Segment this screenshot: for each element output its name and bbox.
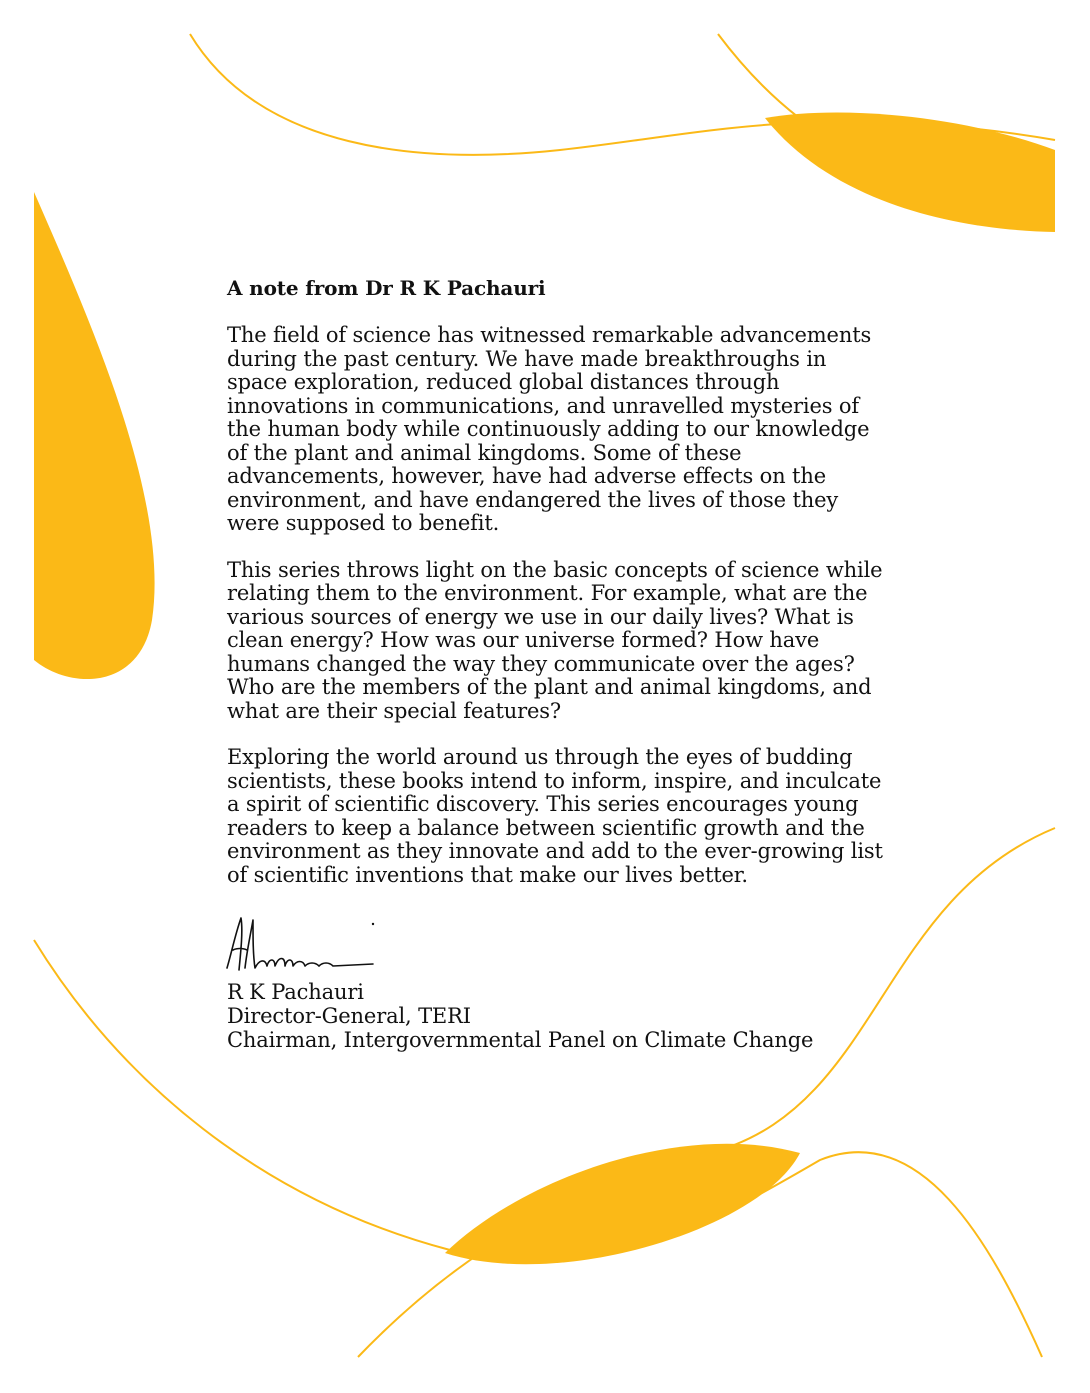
note-title: A note from Dr R K Pachauri bbox=[227, 276, 546, 300]
signatory-position: Director-General, TERI bbox=[227, 1004, 471, 1028]
signatory-name: R K Pachauri bbox=[227, 980, 364, 1004]
signatory-role: Chairman, Intergovernmental Panel on Climate Change bbox=[227, 1028, 814, 1052]
top-right-leaf-shape bbox=[765, 113, 1055, 232]
signature-block bbox=[227, 980, 887, 1052]
left-leaf-shape bbox=[34, 192, 155, 679]
paragraph-1: The field of science has witnessed remarkable advancements during the past century. We have made breakthroughs in space exploration, reduced global distances through innovations in communications, and unravelled mysteries of the human body while continuously adding to our knowledge of the plant and animal kingdoms. Some of these advancements, however, have had adverse effects on the environment, and have endangered the lives of those they were supposed to benefit. bbox=[227, 323, 872, 535]
handwritten-signature bbox=[223, 910, 383, 978]
paragraph-2: This series throws light on the basic concepts of science while relating them to the environment. For example, what are the various sources of energy we use in our daily lives? What is clean energy? How was our universe formed? How have humans changed the way they communicate over the ages? Who are the members of the plant and animal kingdoms, and what are their special features? bbox=[227, 557, 883, 723]
paragraph-3: Exploring the world around us through the eyes of budding scientists, these books intend to inform, inspire, and inculcate a spirit of scientific discovery. This series encourages young readers to keep a balance between scientific growth and the environment as they innovate and add to the ever-growing list of scientific inventions that make our lives better. bbox=[227, 745, 883, 887]
letter-body bbox=[227, 276, 887, 1052]
bottom-leaf-shape bbox=[445, 1144, 800, 1265]
